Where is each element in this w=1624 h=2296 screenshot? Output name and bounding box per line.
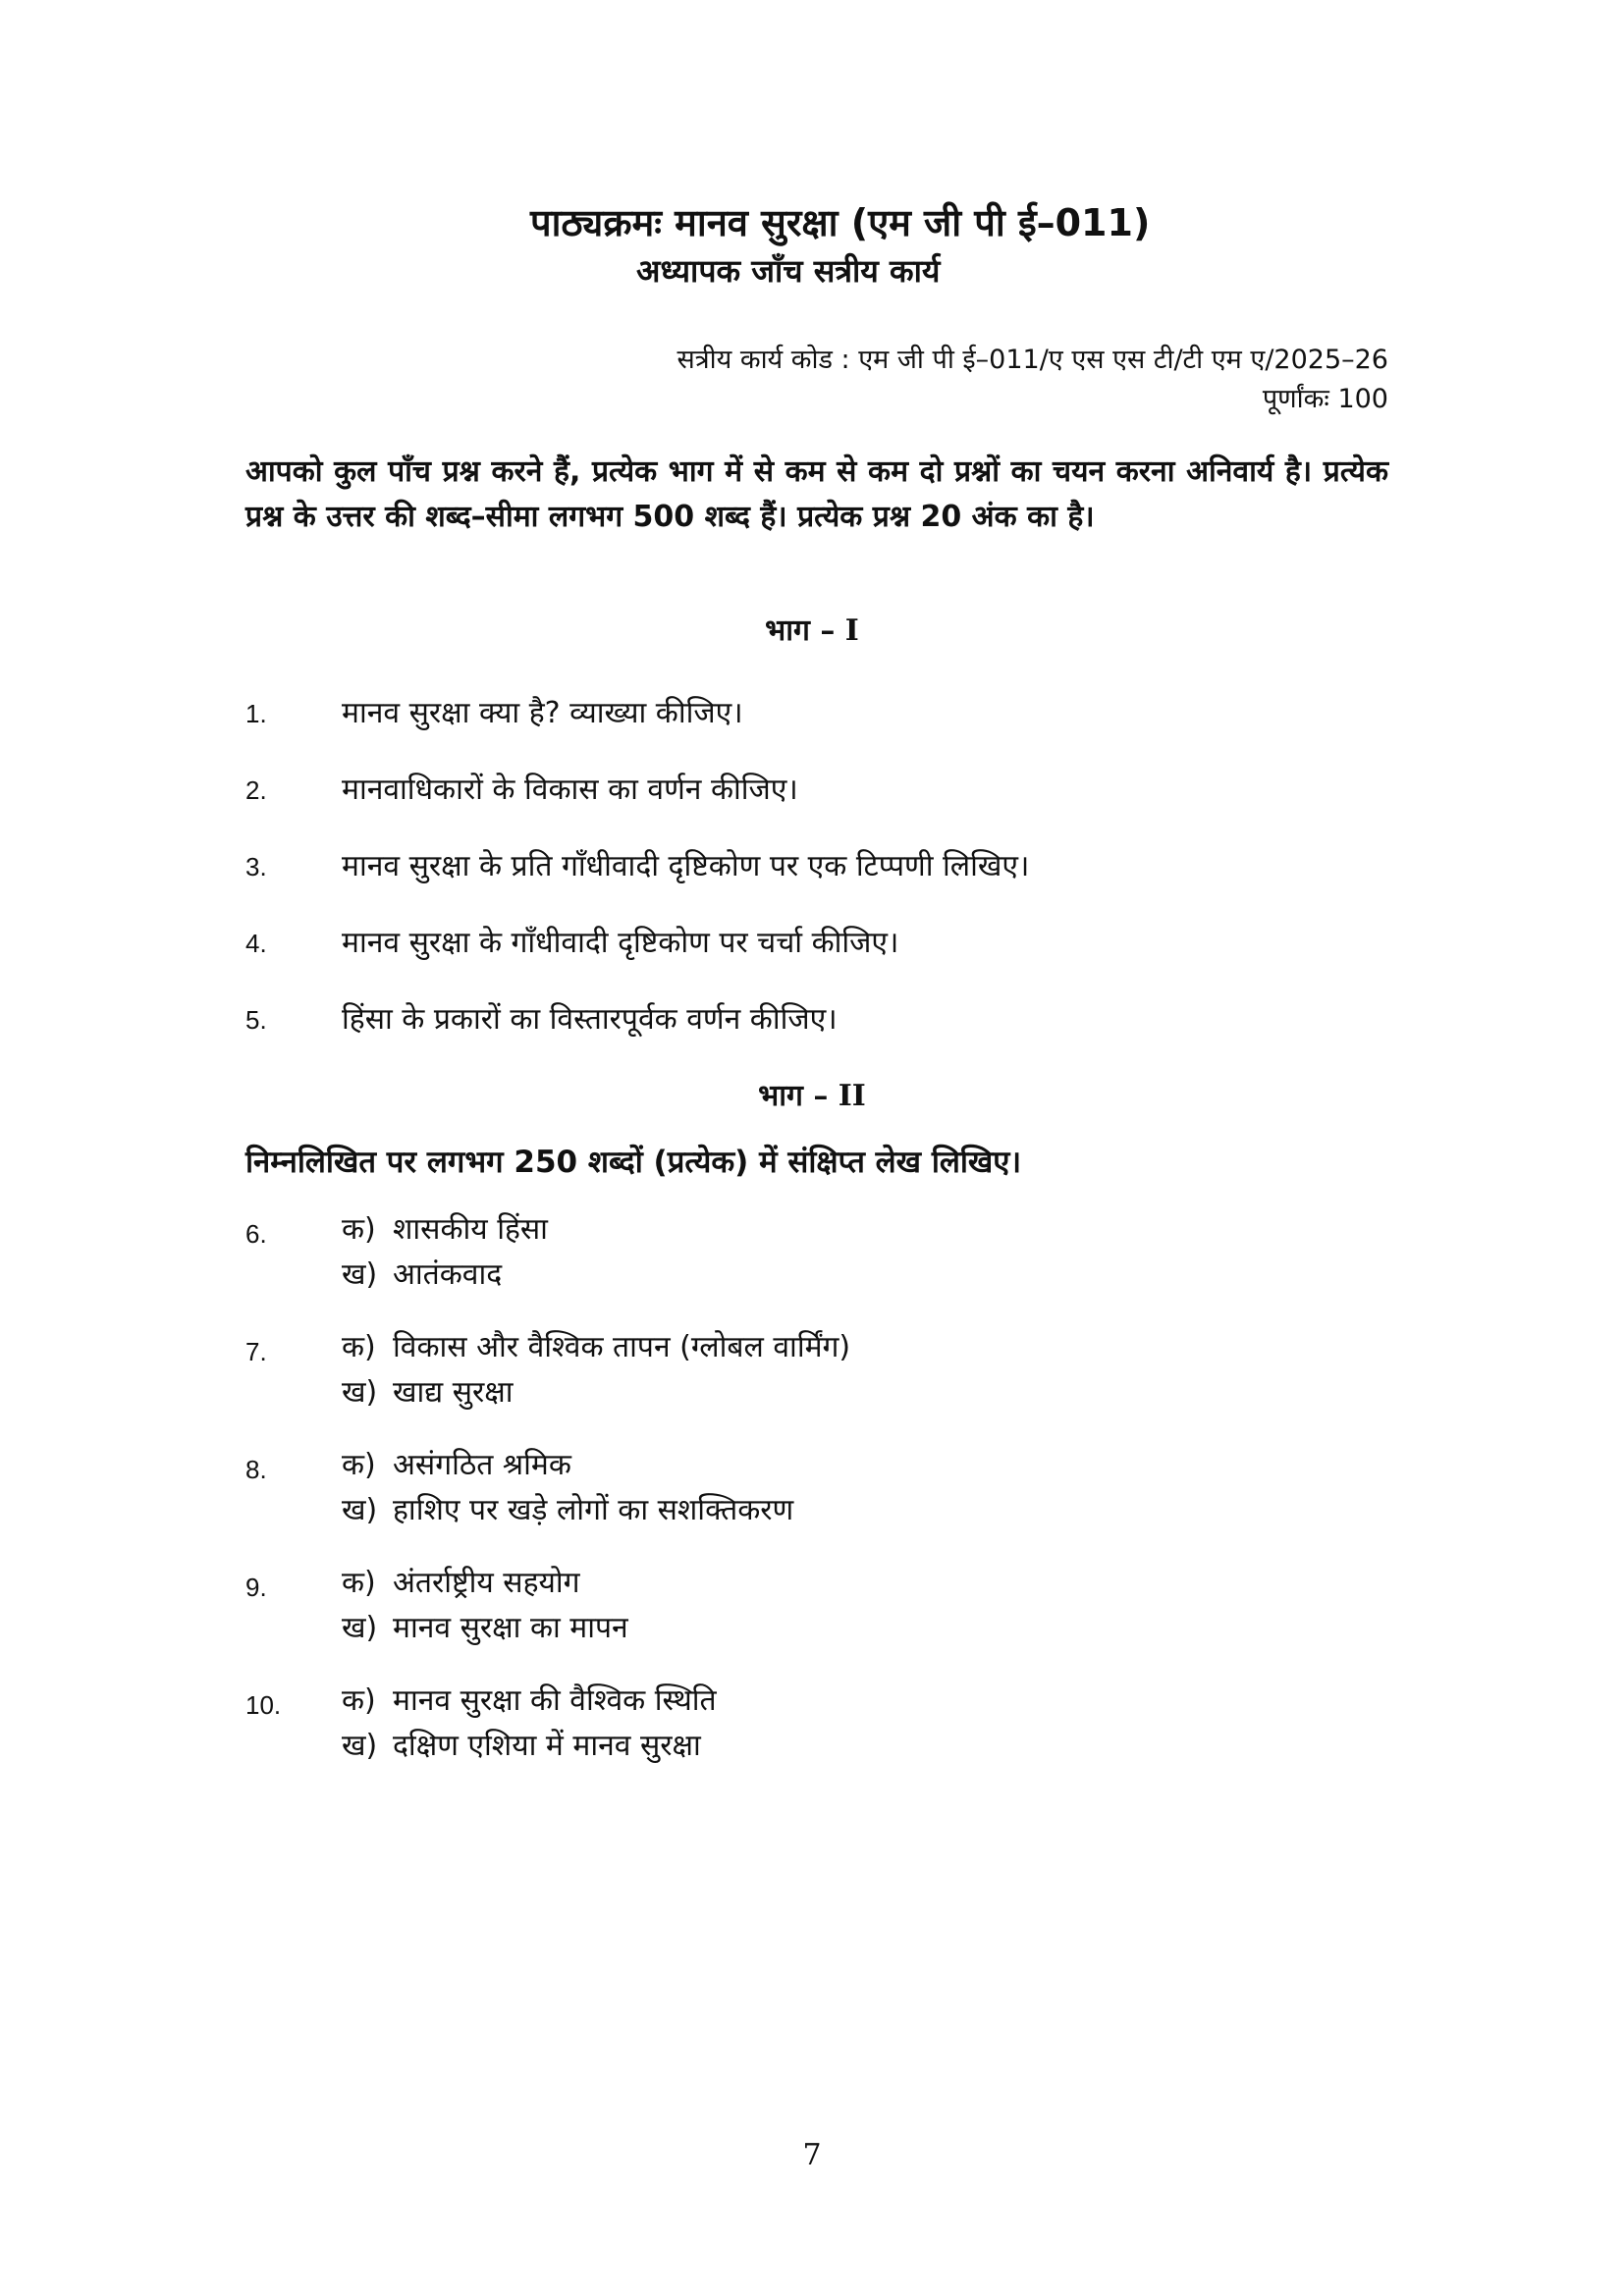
course-title: पाठ्यक्रमः मानव सुरक्षा (एम जी पी ई–011) [530,201,1151,244]
sub-question-b [342,1724,717,1769]
question-1 [245,691,743,731]
sub-label: ख) [342,1729,378,1763]
assignment-code: सत्रीय कार्य कोड : एम जी पी ई–011/ए एस एस टी/टी एम ए/2025–26 [677,345,1388,375]
question-number: 9. [245,1573,267,1602]
sub-question-a [342,1207,548,1253]
question-3 [245,844,1029,884]
question-text: मानव सुरक्षा के प्रति गाँधीवादी दृष्टिकोण पर एक टिप्पणी लिखिए। [342,849,1030,883]
question-number: 3. [245,852,267,881]
sub-question-a [342,1443,793,1488]
sub-question-a [342,1561,628,1606]
question-7 [245,1325,851,1415]
sub-question-b [342,1370,850,1415]
question-number: 5. [245,1005,267,1035]
sub-text: आतंकवाद [393,1257,503,1292]
sub-text: हाशिए पर खड़े लोगों का सशक्तिकरण [393,1493,794,1527]
question-number: 1. [245,699,267,728]
question-number: 4. [245,929,267,958]
sub-label: क) [342,1683,376,1718]
question-4 [245,921,898,961]
question-number: 6. [245,1219,267,1249]
sub-question-a [342,1679,717,1724]
sub-label: क) [342,1330,376,1364]
question-number: 10. [245,1690,282,1720]
max-marks: पूर्णांकः 100 [1262,384,1388,414]
sub-text: खाद्य सुरक्षा [393,1375,514,1410]
sub-question-b [342,1488,793,1533]
part-2-instruction: निम्नलिखित पर लगभग 250 शब्दों (प्रत्येक) में संक्षिप्त लेख लिखिए। [245,1145,1022,1180]
sub-question-b [342,1606,628,1651]
sub-label: क) [342,1212,376,1247]
question-5 [245,997,838,1038]
sub-label: ख) [342,1257,378,1292]
question-text: मानव सुरक्षा के गाँधीवादी दृष्टिकोण पर चर्चा कीजिए। [342,926,899,960]
question-number: 8. [245,1455,267,1484]
assignment-subtitle: अध्यापक जाँच सत्रीय कार्य [636,252,941,290]
question-text: मानवाधिकारों के विकास का वर्णन कीजिए। [342,773,798,807]
part-2-heading: भाग – II [758,1079,866,1113]
sub-label: क) [342,1566,376,1600]
sub-label: ख) [342,1375,378,1410]
question-9 [245,1561,628,1651]
sub-text: विकास और वैश्विक तापन (ग्लोबल वार्मिंग) [393,1330,851,1364]
sub-label: क) [342,1448,376,1482]
sub-label: ख) [342,1611,378,1645]
sub-text: असंगठित श्रमिक [393,1448,571,1482]
sub-text: मानव सुरक्षा की वैश्विक स्थिति [393,1683,717,1718]
sub-text: मानव सुरक्षा का मापन [393,1611,628,1645]
question-10 [245,1679,717,1769]
question-number: 2. [245,775,267,805]
question-text: मानव सुरक्षा क्या है? व्याख्या कीजिए। [342,696,743,730]
question-6 [245,1207,548,1298]
page-number: 7 [802,2138,822,2172]
question-8 [245,1443,794,1533]
instructions: आपको कुल पाँच प्रश्न करने हैं, प्रत्येक भाग में से कम से कम दो प्रश्नों का चयन करना अनिवार्य है। प्रत्येक प्रश्न के उत्तर की शब्द–सीमा लगभग 500 शब्द हैं। प्रत्येक प्रश्न 20 अंक का है। [245,454,1388,534]
sub-text: शासकीय हिंसा [393,1212,548,1247]
sub-label: ख) [342,1493,378,1527]
question-2 [245,768,798,808]
sub-question-a [342,1325,850,1370]
sub-text: अंतर्राष्ट्रीय सहयोग [393,1566,580,1600]
question-text: हिंसा के प्रकारों का विस्तारपूर्वक वर्णन कीजिए। [342,1002,838,1037]
sub-question-b [342,1253,548,1298]
part-1-heading: भाग – I [765,614,859,648]
sub-text: दक्षिण एशिया में मानव सुरक्षा [393,1729,701,1763]
question-number: 7. [245,1337,267,1366]
